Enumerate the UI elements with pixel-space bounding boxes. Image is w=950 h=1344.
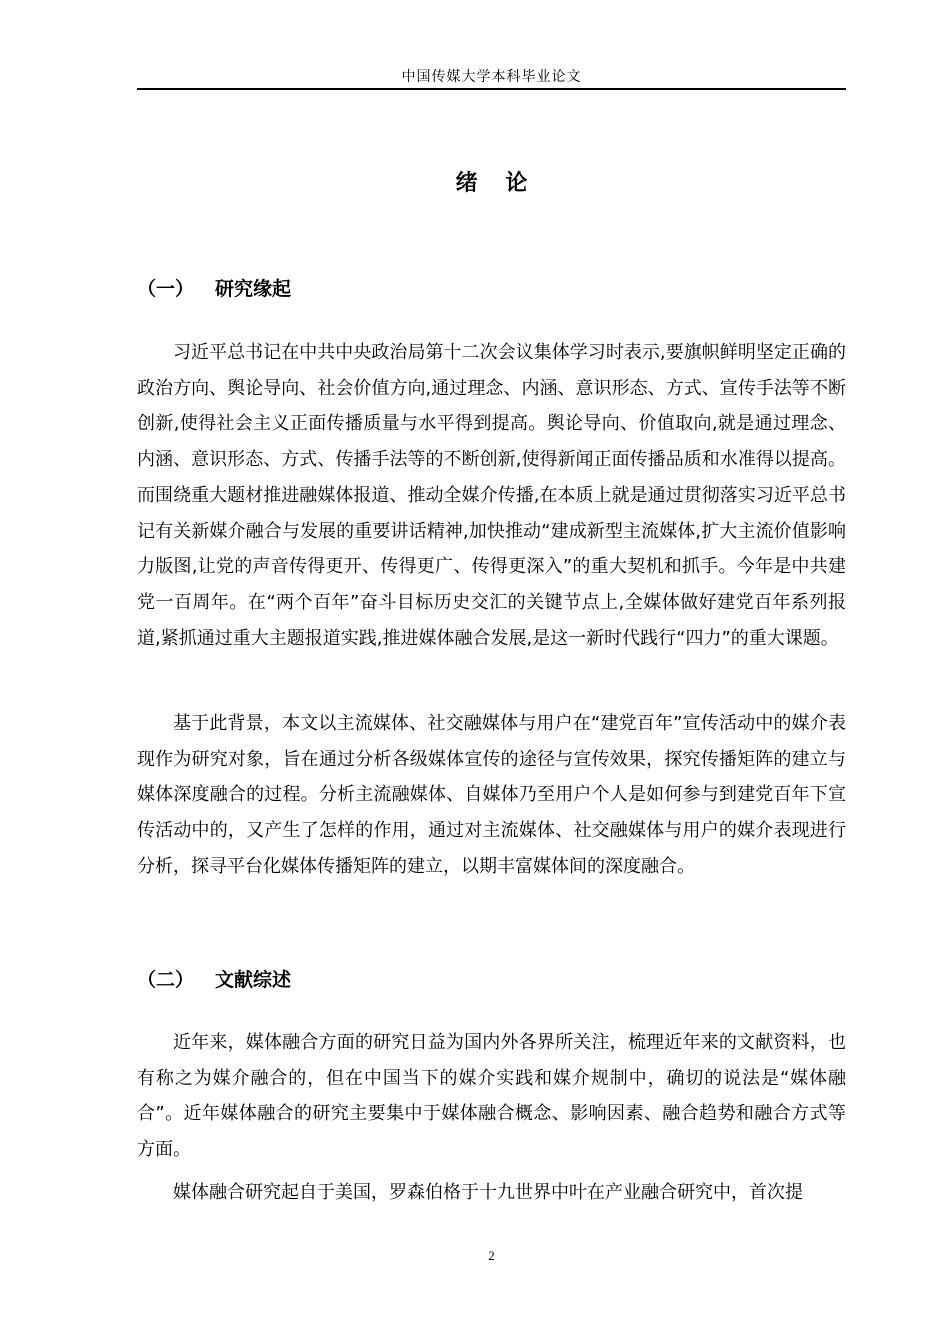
section-heading-1 — [137, 274, 846, 304]
chapter-title: 绪 论 — [455, 171, 538, 196]
paragraph: 近年来，媒体融合方面的研究日益为国内外各界所关注，梳理近年来的文献资料，也有称之为媒介融合的，但在中国当下的媒介实践和媒介规制中，确切的说法是“媒体融合”。近年媒体融合的研究主要集中于媒体融合概念、影响因素、融合趋势和融合方式等方面。 — [137, 1032, 846, 1161]
page-number: 2 — [488, 1248, 495, 1263]
section-title: 研究缘起 — [215, 278, 292, 300]
section-number: （二） — [137, 969, 195, 991]
header-rule — [137, 88, 846, 90]
section-heading-2 — [137, 965, 846, 995]
paragraph: 习近平总书记在中共中央政治局第十二次会议集体学习时表示,要旗帜鲜明坚定正确的政治方向、舆论导向、社会价值方向,通过理念、内涵、意识形态、方式、宣传手法等不断创新,使得社会主义正面传播质量与水平得到提高。舆论导向、价值取向,就是通过理念、内涵、意识形态、方式、传播手法等的不断创新,使得新闻正面传播品质和水准得以提高。而围绕重大题材推进融媒体报道、推动全媒介传播,在本质上就是通过贯彻落实习近平总书记有关新媒介融合与发展的重要讲话精神,加快推动“建成新型主流媒体,扩大主流价值影响力版图,让党的声音传得更开、传得更广、传得更深入”的重大契机和抓手。今年是中共建党一百周年。在“两个百年”奋斗目标历史交汇的关键节点上,全媒体做好建党百年系列报道,紧抓通过重大主题报道实践,推进媒体融合发展,是这一新时代践行“四力”的重大课题。 — [137, 342, 846, 649]
paragraph: 媒体融合研究起自于美国，罗森伯格于十九世界中叶在产业融合研究中，首次提 — [173, 1182, 803, 1203]
section-title: 文献综述 — [215, 969, 292, 991]
paragraph: 基于此背景，本文以主流媒体、社交融媒体与用户在“建党百年”宣传活动中的媒介表现作为研究对象，旨在通过分析各级媒体宣传的途径与宣传效果，探究传播矩阵的建立与媒体深度融合的过程。分析主流融媒体、自媒体乃至用户个人是如何参与到建党百年下宣传活动中的，又产生了怎样的作用，通过对主流媒体、社交融媒体与用户的媒介表现进行分析，探寻平台化媒体传播矩阵的建立，以期丰富媒体间的深度融合。 — [137, 713, 846, 877]
section-number: （一） — [137, 278, 195, 300]
page-header: 中国传媒大学本科毕业论文 — [401, 69, 582, 85]
